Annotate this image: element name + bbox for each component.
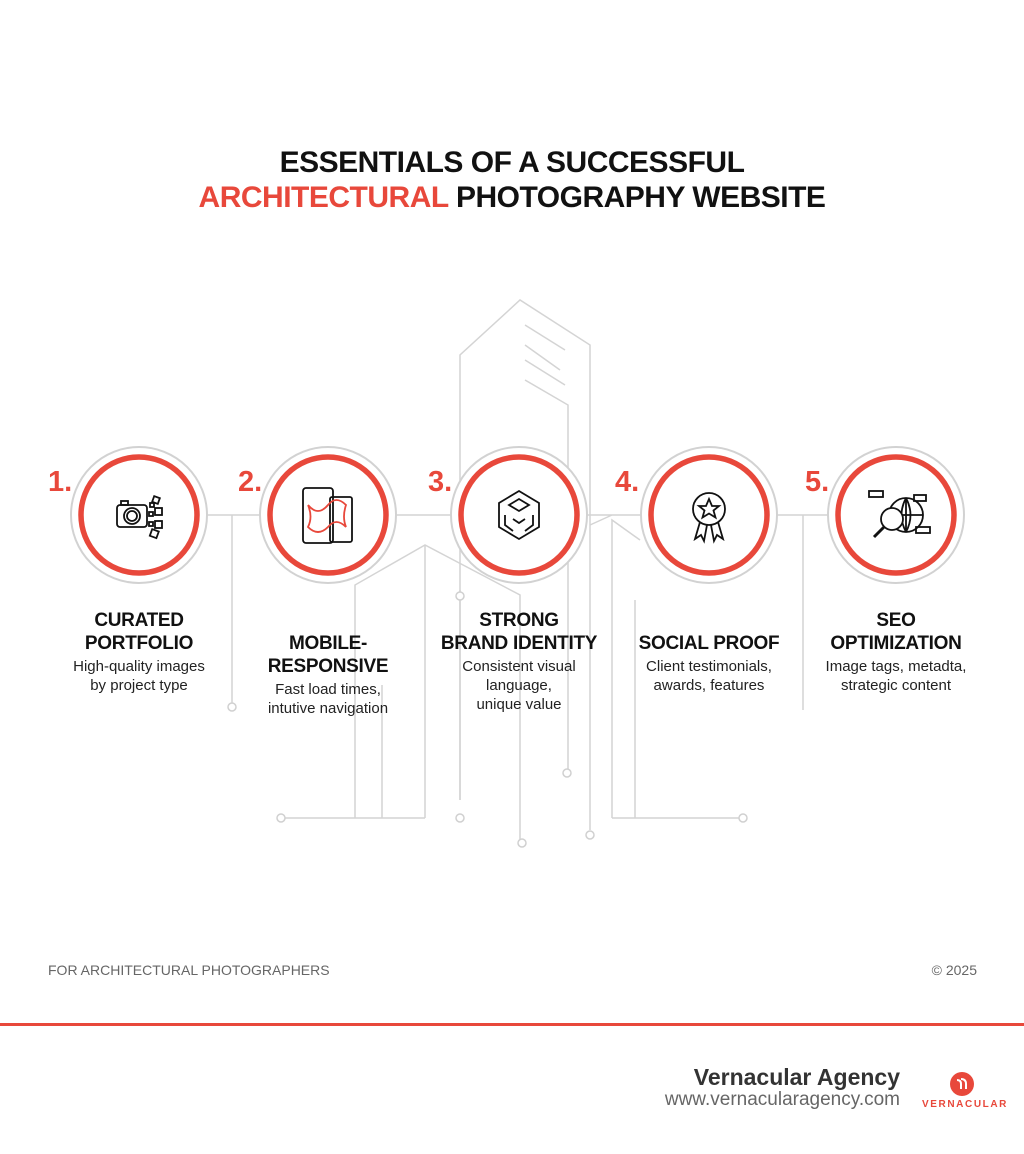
title-rest: PHOTOGRAPHY WEBSITE xyxy=(448,181,826,214)
step-number: 2. xyxy=(238,466,263,498)
agency-url[interactable]: www.vernacularagency.com xyxy=(664,1089,900,1110)
divider xyxy=(0,1023,1024,1026)
step-2-badge xyxy=(260,447,396,583)
step-3-badge xyxy=(451,447,587,583)
step-heading: SEO xyxy=(876,610,916,631)
footer-copyright: © 2025 xyxy=(931,962,977,978)
step-heading: BRAND IDENTITY xyxy=(440,633,598,654)
step-description: awards, features xyxy=(653,677,765,694)
footer-tagline: FOR ARCHITECTURAL PHOTOGRAPHERS xyxy=(48,962,330,978)
step-5-text xyxy=(801,609,991,695)
logo-wordmark: VERNACULAR xyxy=(922,1099,1008,1110)
step-2-text xyxy=(233,632,423,718)
step-description: High-quality images xyxy=(73,658,205,675)
step-heading: SOCIAL PROOF xyxy=(638,633,780,654)
step-heading: CURATED xyxy=(94,610,184,631)
step-1-badge xyxy=(71,447,207,583)
step-description: Consistent visual xyxy=(462,658,576,675)
step-heading: OPTIMIZATION xyxy=(830,633,962,654)
agency-name: Vernacular Agency xyxy=(693,1064,900,1090)
title-accent: ARCHITECTURAL xyxy=(198,181,449,214)
step-3-text xyxy=(424,609,614,714)
step-number: 1. xyxy=(48,466,73,498)
step-4-badge xyxy=(641,447,777,583)
vernacular-logo-icon xyxy=(948,1070,976,1098)
step-description: by project type xyxy=(90,677,188,694)
step-description: Fast load times, xyxy=(275,681,381,698)
step-heading: PORTFOLIO xyxy=(84,633,194,654)
title-line-1: ESSENTIALS OF A SUCCESSFUL xyxy=(279,146,745,179)
step-1-text xyxy=(44,609,234,695)
step-description: Client testimonials, xyxy=(646,658,772,675)
title-line-2 xyxy=(0,181,1024,215)
step-description: language, xyxy=(486,677,552,694)
step-description: strategic content xyxy=(840,677,952,694)
step-5-badge xyxy=(828,447,964,583)
step-number: 4. xyxy=(615,466,640,498)
step-heading: MOBILE-RESPONSIVE xyxy=(267,633,389,677)
step-description: unique value xyxy=(476,696,562,713)
step-number: 5. xyxy=(805,466,830,498)
step-description: intutive navigation xyxy=(267,700,389,717)
step-4-text xyxy=(614,632,804,695)
step-number: 3. xyxy=(428,466,453,498)
step-description: Image tags, metadta, xyxy=(825,658,967,675)
step-heading: STRONG xyxy=(479,610,559,631)
